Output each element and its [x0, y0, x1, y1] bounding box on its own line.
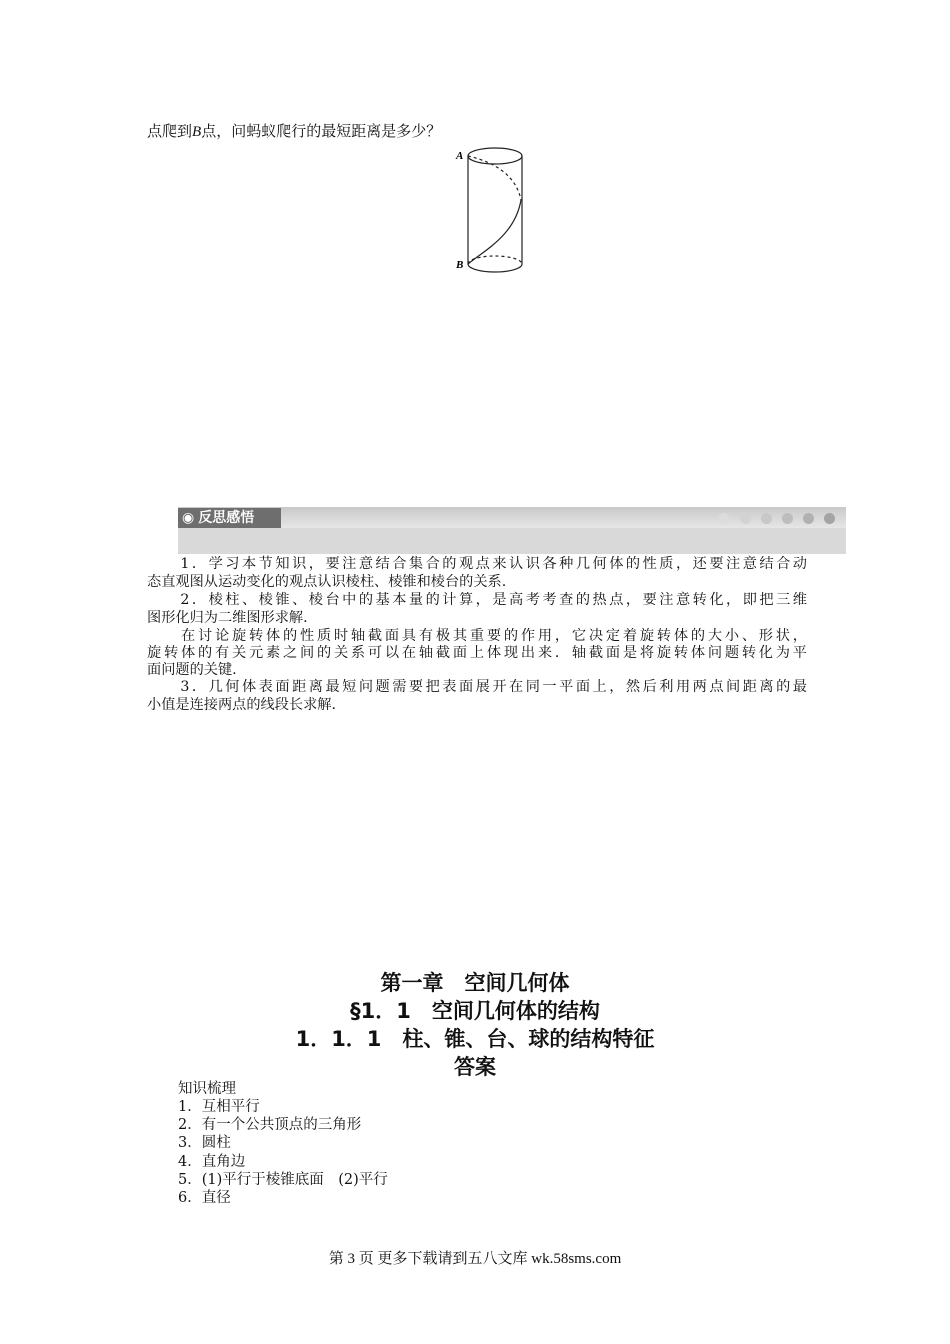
reflection-line: 面问题的关键. — [147, 662, 237, 678]
reflection-line: 1．学习本节知识，要注意结合集合的观点来认识各种几何体的性质，还要注意结合动 — [147, 556, 807, 572]
answer-item: 1．互相平行 — [178, 1099, 260, 1115]
answer-item: 2．有一个公共顶点的三角形 — [178, 1117, 362, 1133]
answers-title: 答案 — [454, 1055, 496, 1079]
label-b: B — [456, 259, 464, 271]
reflection-line: 旋转体的有关元素之间的关系可以在轴截面上体现出来．轴截面是将旋转体问题转化为平 — [147, 645, 807, 661]
cylinder-bottom-front — [468, 264, 522, 272]
chapter-title: 第一章 空间几何体 — [380, 971, 570, 995]
cylinder-figure — [445, 140, 535, 275]
answer-item: 5．(1)平行于棱锥底面 (2)平行 — [178, 1172, 388, 1188]
subsection-title: 1．1．1 柱、锥、台、球的结构特征 — [295, 1027, 655, 1051]
banner-dot — [782, 513, 793, 524]
banner-dot — [761, 513, 772, 524]
reflection-line: 小值是连接两点的线段长求解. — [147, 697, 336, 713]
page-footer: 第 3 页 更多下载请到五八文库 wk.58sms.com — [328, 1251, 622, 1267]
answer-item: 4．直角边 — [178, 1154, 246, 1170]
answers-subtitle: 知识梳理 — [178, 1081, 236, 1097]
reflection-banner-title: ◉ 反思感悟 — [178, 508, 281, 528]
helix-path-back — [468, 156, 521, 200]
banner-dot — [718, 513, 729, 524]
reflection-line: 在讨论旋转体的性质时轴截面具有极其重要的作用，它决定着旋转体的大小、形状， — [147, 628, 807, 644]
answer-item: 3．圆柱 — [178, 1135, 231, 1151]
section-title: §1．1 空间几何体的结构 — [350, 999, 600, 1023]
banner-dot — [803, 513, 814, 524]
question-text: 点爬到B点，问蚂蚁爬行的最短距离是多少？ — [147, 122, 442, 140]
banner-dot — [824, 513, 835, 524]
helix-path-front — [468, 200, 521, 264]
banner-dot — [740, 513, 751, 524]
reflection-line: 2．棱柱、棱锥、棱台中的基本量的计算，是高考考查的热点，要注意转化，即把三维 — [147, 592, 807, 608]
reflection-line: 态直观图从运动变化的观点认识棱柱、棱锥和棱台的关系. — [147, 574, 507, 590]
answer-item: 6．直径 — [178, 1190, 231, 1206]
cylinder-top-ellipse — [468, 148, 522, 164]
circle-dot-icon: ◉ — [182, 510, 195, 526]
reflection-line: 图形化归为二维图形求解. — [147, 610, 308, 626]
reflection-line: 3．几何体表面距离最短问题需要把表面展开在同一平面上，然后利用两点间距离的最 — [147, 679, 807, 695]
label-a: A — [456, 150, 464, 162]
